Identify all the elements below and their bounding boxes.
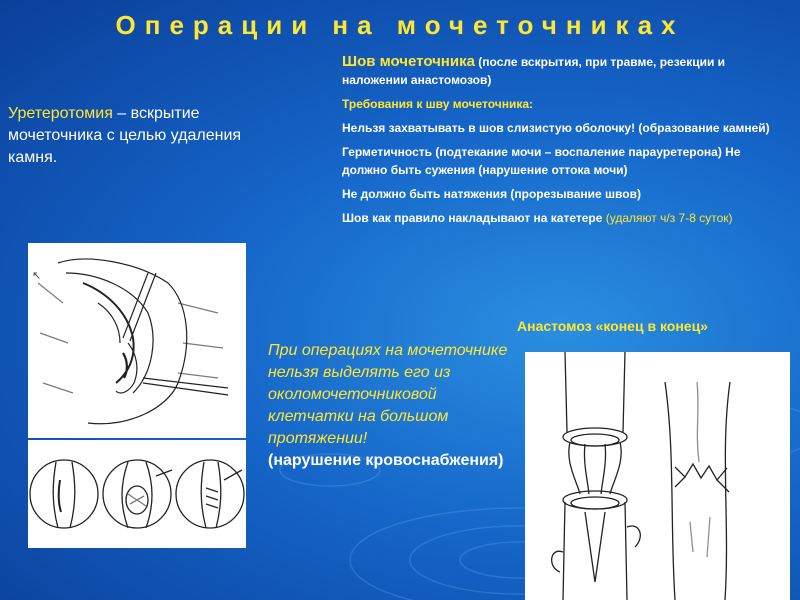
requirement-item: Нельзя захватывать в шов слизистую оболочку! (образование камней) [342, 121, 770, 135]
requirement-item: Герметичность (подтекание мочи – воспаление парауретерона) Не должно быть сужения (нарушение оттока мочи) [342, 145, 741, 177]
anastomosis-drawing [525, 352, 790, 600]
page-title: Операции на мочеточниках [115, 10, 685, 40]
suture-heading: Шов мочеточника [342, 53, 475, 70]
ureterotomy-definition [8, 103, 278, 169]
warning-note: (нарушение кровоснабжения) [268, 452, 504, 469]
incision-stages-drawing [28, 440, 246, 548]
suture-requirements-block [342, 53, 787, 233]
svg-text:↖: ↖ [32, 269, 42, 282]
incision-stages-illustration [28, 440, 246, 548]
suture-heading-line [342, 53, 787, 89]
requirements-title: Требования к шву мочеточника: [342, 97, 533, 111]
ureterotomy-text: – вскрытие мочеточника с целью удаления камня. [8, 105, 242, 166]
catheter-text: Шов как правило накладывают на катетере [342, 211, 603, 225]
catheter-line [342, 209, 787, 227]
suture-heading-note: (после вскрытия, при травме, резекции и наложении анастомозов) [342, 55, 726, 87]
anastomosis-illustration [525, 352, 790, 600]
warning-block [268, 340, 508, 472]
ureterotomy-term: Уретеротомия [8, 105, 113, 122]
anastomosis-caption: Анастомоз «конец в конец» [517, 318, 708, 334]
catheter-note: (удаляют ч/з 7-8 суток) [602, 211, 733, 225]
warning-text: При операциях на мочеточнике нельзя выделять его из околомочеточниковой клетчатки на большом протяжении! [268, 342, 508, 447]
ureterotomy-drawing [28, 243, 246, 438]
requirement-item: Не должно быть натяжения (прорезывание швов) [342, 187, 641, 201]
ureterotomy-illustration [28, 243, 246, 438]
